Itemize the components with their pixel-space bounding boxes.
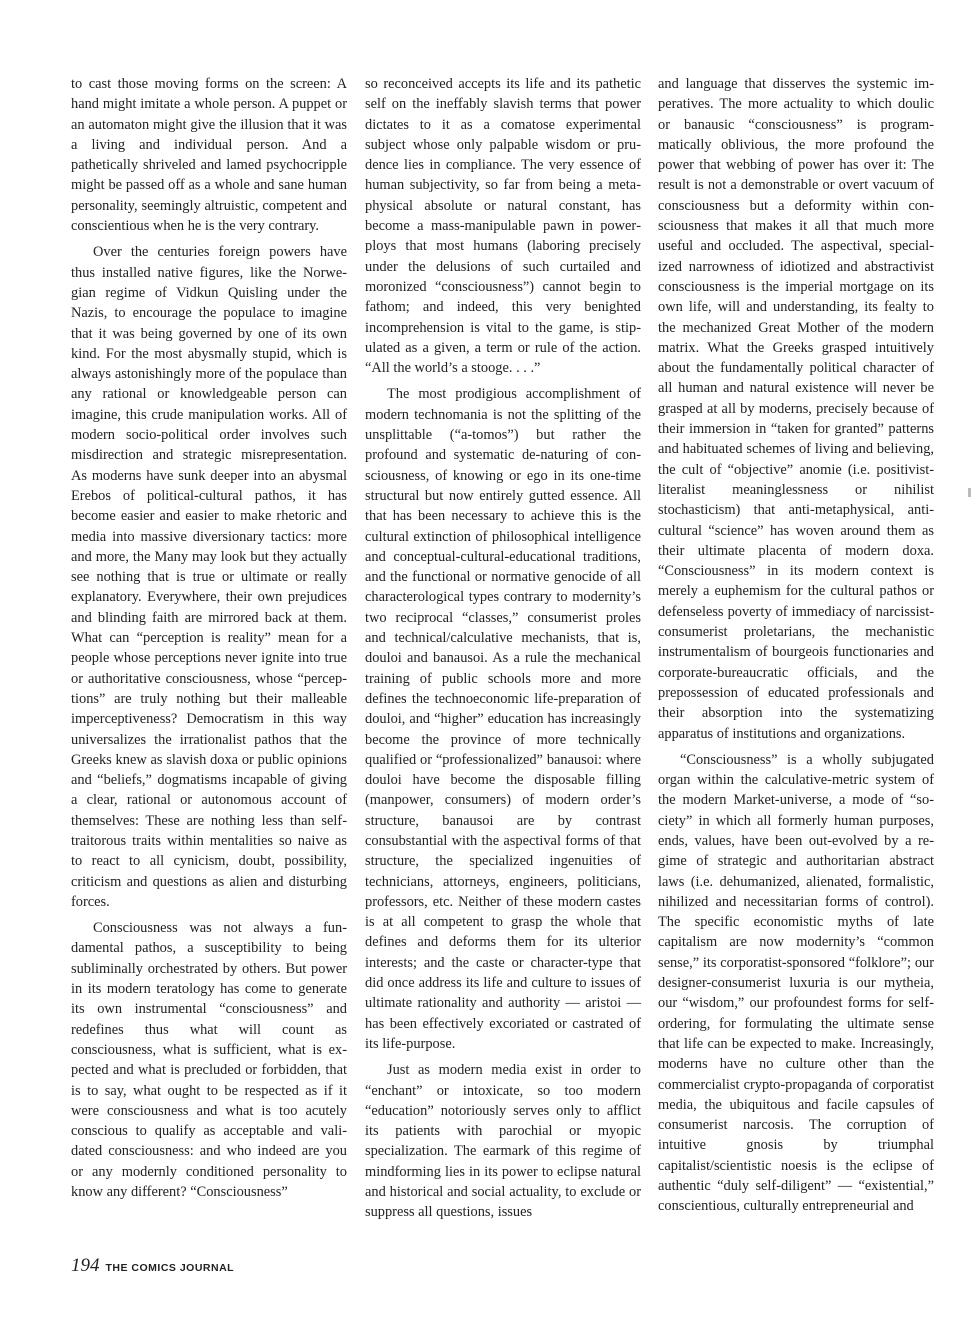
paragraph: Over the centuries foreign powers have thus installed native figures, like the Norwegian regime of Vidkun Quisling under the Nazis, to encourage the populace to imagine that it was being governed by one of its own kind. For the most abysmally stupid, which is always astonishingly more of the populace than any rational or knowledgeable person can imagine, this crude manipulation works. All of modern socio-political order involves such misdirection and strategic misrepresentation. As moderns have sunk deeper into an abysmal Erebos of political-cultural pathos, it has become easier and easier to make rhetoric and media into massive diversionary tactics: more and more, the Many may look but they actually see nothing that is true or ultimate or really explanatory. Everywhere, their own prejudices and blinding faith are mirrored back at them. What can “perception is reality” mean for a people whose perceptions never ignite into true or authoritative consciousness, whose “perceptions” are truly nothing but their malleable imperceptiveness? Democratism in this way universalizes the irrationalist pathos that the Greeks knew as slavish doxa or public opinions and “beliefs,” dogmatisms incapable of giving a clear, rational or autonomous account of themselves: These are nothing less than self-traitorous traits within mentalities so naive as to react to all cynicism, doubt, possibility, criticism and questions as alien and disturbing forces. <box>71 244 347 910</box>
page-edge-mark <box>968 488 971 497</box>
paragraph: Consciousness was not always a fundamental pathos, a susceptibility to being subliminally orchestrated by others. But power in its modern teratology has come to generate its own instrumental “consciousness” and redefines thus what will count as consciousness, what is sufficient, what is expected and what is precluded or forbidden, that is to say, what ought to be respected as if it were consciousness and what is too acutely conscious to qualify as acceptable and validated consciousness: and who indeed are you or any modernly conditioned personality to know any different? “Consciousness” <box>71 920 347 1201</box>
text-column-1 <box>71 74 347 1202</box>
page-number: 194 <box>71 1255 100 1276</box>
page-footer <box>71 1255 234 1277</box>
paragraph: “Consciousness” is a wholly subjugated organ within the calculative-metric system of the modern Market-universe, a mode of “society” in which all formerly human purposes, ends, values, have been out-evolved by a regime of strategic and authoritarian abstract laws (i.e. dehumanized, alienated, formalistic, nihilized and necessitarian forms of control). The specific economistic myths of late capitalism are now modernity’s “common sense,” its corporatist-sponsored “folklore”; our designer-consumerist luxuria is our mytheia, our “wisdom,” our profoundest forms for self-ordering, for formulating the ultimate sense that life can be expected to make. Increasingly, moderns have no culture other than the commercialist crypto-propaganda of corporatist media, the ubiquitous and facile capsules of consumerist narcosis. The corruption of intuitive gnosis by triumphal capitalist/scientistic noesis is the eclipse of authentic “duly self-diligent” — “existential,” conscientious, culturally entrepreneurial and <box>658 751 934 1215</box>
publication-name: THE COMICS JOURNAL <box>105 1262 235 1274</box>
paragraph: Just as modern media exist in order to “enchant” or intoxicate, so too modern “education” notoriously serves only to afflict its patients with parochial or myopic specialization. The earmark of this regime of mindforming lies in its power to eclipse natural and historical and social actuality, to exclude or suppress all questions, issues <box>365 1062 641 1221</box>
paragraph: The most prodigious accomplishment of modern technomania is not the splitting of the unsplittable (“a-tomos”) but rather the profound and systematic de-naturing of consciousness, of knowing or ego in its one-time structural but now entirely gutted essence. All that has been necessary to achieve this is the cultural extinction of philosophical intelligence and conceptual-cultural-educational traditions, and the functional or normative genocide of all characterological types contrary to modernity’s two reciprocal “classes,” consumerist proles and technical/calculative mechanists, that is, douloi and banausoi. As a rule the mechanical training of public schools more and more defines the technoeconomic life-preparation of douloi, and “higher” education has increasingly become the province of more technically qualified or “professionalized” banausoi: where douloi have become the disposable filling (manpower, consumers) of modern order’s structure, banausoi are by contrast consubstantial with the aspectival forms of that structure, the specialized ingenuities of technicians, attorneys, engineers, politicians, professors, etc. Neither of these modern castes is at all competent to grasp the whole that defines and deforms them for its ulterior interests; and the caste or character-type that did once address its life and culture to issues of ultimate rationality and authority — aristoi — has been effectively excoriated or castrated of its life-purpose. <box>365 386 641 1052</box>
text-column-2 <box>365 74 641 1223</box>
text-column-3 <box>658 74 934 1217</box>
paragraph: to cast those moving forms on the screen: A hand might imitate a whole person. A puppet or an automaton might give the illusion that it was a living and individual person. And a pathetically shriveled and lamed psychocripple might be passed off as a whole and sane human personality, seemingly altruistic, competent and conscientious when he is the very contrary. <box>71 76 347 235</box>
paragraph: so reconceived accepts its life and its pathetic self on the ineffably slavish terms that power dictates to it as a comatose experimental subject whose only palpable wisdom or prudence lies in compliance. The very essence of human subjectivity, so far from being a metaphysical absolute or natural constant, has become a mass-manipulable pawn in powerploys that most humans (laboring precisely under the delusions of such curtailed and moronized “consciousness”) cannot begin to fathom; and indeed, this very benighted incomprehension is vital to the game, is stipulated as a given, a term or rule of the action. “All the world’s a stooge. . . .” <box>365 76 641 377</box>
paragraph: and language that disserves the systemic imperatives. The more actuality to which doulic or banausic “consciousness” is programmatically oblivious, the more profound the power that webbing of power has over it: The result is not a demonstrable or overt vacuum of consciousness but a deformity within consciousness that makes it all that much more useful and occluded. The aspectival, specialized narrowness of idiotized and abstractivist consciousness is the imperial mortgage on its own life, will and understanding, its fealty to the mechanized Great Mother of the modern matrix. What the Greeks grasped intuitively about the fundamentally political character of all human and natural existence will never be grasped at all by moderns, precisely because of their immersion in “taken for granted” patterns and habituated schemes of living and believing, the cult of “objective” anomie (i.e. positivist-literalist meaninglessness or nihilist stochasticism) that anti-metaphysical, anti-cultural “science” has woven around them as their ultimate placenta of modern doxa. “Consciousness” in its modern context is merely a euphemism for the cultural pathos or defenseless poverty of immediacy of narcissist-consumerist proletarians, the mechanistic instrumentalism of bourgeois functionaries and corporate-bureaucratic officials, and the prepossession of educated professionals and their absorption into the systematizing apparatus of institutions and organizations. <box>658 76 934 742</box>
